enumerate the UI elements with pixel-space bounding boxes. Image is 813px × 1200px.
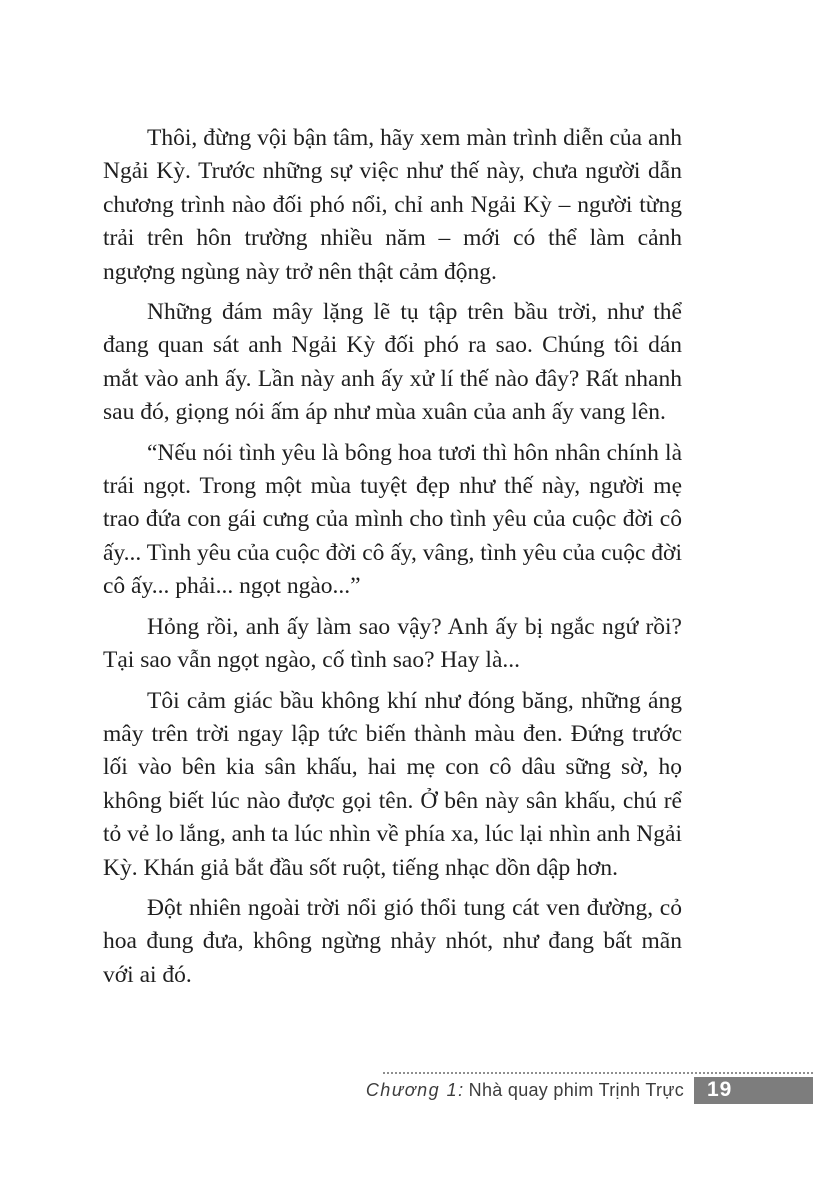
paragraph: Đột nhiên ngoài trời nổi gió thổi tung cát ven đường, cỏ hoa đung đưa, không ngừng nhảy nhót, như đang bất mãn với ai đó. bbox=[103, 894, 682, 988]
chapter-number-label: Chương 1: bbox=[365, 1079, 465, 1100]
paragraph: Tôi cảm giác bầu không khí như đóng băng, những áng mây trên trời ngay lập tức biến thành màu đen. Đứng trước lối vào bên kia sân khấu, hai mẹ con cô dâu sững sờ, họ không biết lúc nào được gọi tên. Ở bên này sân khấu, chú rể tỏ vẻ lo lắng, anh ta lúc nhìn về phía xa, lúc lại nhìn anh Ngải Kỳ. Khán giả bắt đầu sốt ruột, tiếng nhạc dồn dập hơn. bbox=[103, 687, 682, 881]
paragraph: Những đám mây lặng lẽ tụ tập trên bầu trời, như thể đang quan sát anh Ngải Kỳ đối phó ra sao. Chúng tôi dán mắt vào anh ấy. Lần này anh ấy xử lí thế nào đây? Rất nhanh sau đó, giọng nói ấm áp như mùa xuân của anh ấy vang lên. bbox=[103, 299, 682, 426]
page-body-text bbox=[103, 122, 682, 999]
running-footer-text bbox=[366, 1080, 684, 1101]
footer-dotted-rule bbox=[383, 1072, 813, 1074]
paragraph: “Nếu nói tình yêu là bông hoa tươi thì hôn nhân chính là trái ngọt. Trong một mùa tuyệt đẹp như thế này, người mẹ trao đứa con gái cưng của mình cho tình yêu của cuộc đời cô ấy... Tình yêu của cuộc đời cô ấy, vâng, tình yêu của cuộc đời cô ấy... phải... ngọt ngào...” bbox=[103, 439, 682, 600]
paragraph: Thôi, đừng vội bận tâm, hãy xem màn trình diễn của anh Ngải Kỳ. Trước những sự việc như thế này, chưa người dẫn chương trình nào đối phó nổi, chỉ anh Ngải Kỳ – người từng trải trên hôn trường nhiều năm – mới có thể làm cảnh ngượng ngùng này trở nên thật cảm động. bbox=[103, 125, 682, 285]
page-number: 19 bbox=[707, 1078, 733, 1101]
page-footer bbox=[0, 1076, 813, 1104]
paragraph: Hỏng rồi, anh ấy làm sao vậy? Anh ấy bị ngắc ngứ rồi? Tại sao vẫn ngọt ngào, cố tình sao? Hay là... bbox=[103, 613, 682, 674]
page-number-box bbox=[694, 1077, 813, 1104]
chapter-title: Nhà quay phim Trịnh Trực bbox=[468, 1079, 684, 1100]
